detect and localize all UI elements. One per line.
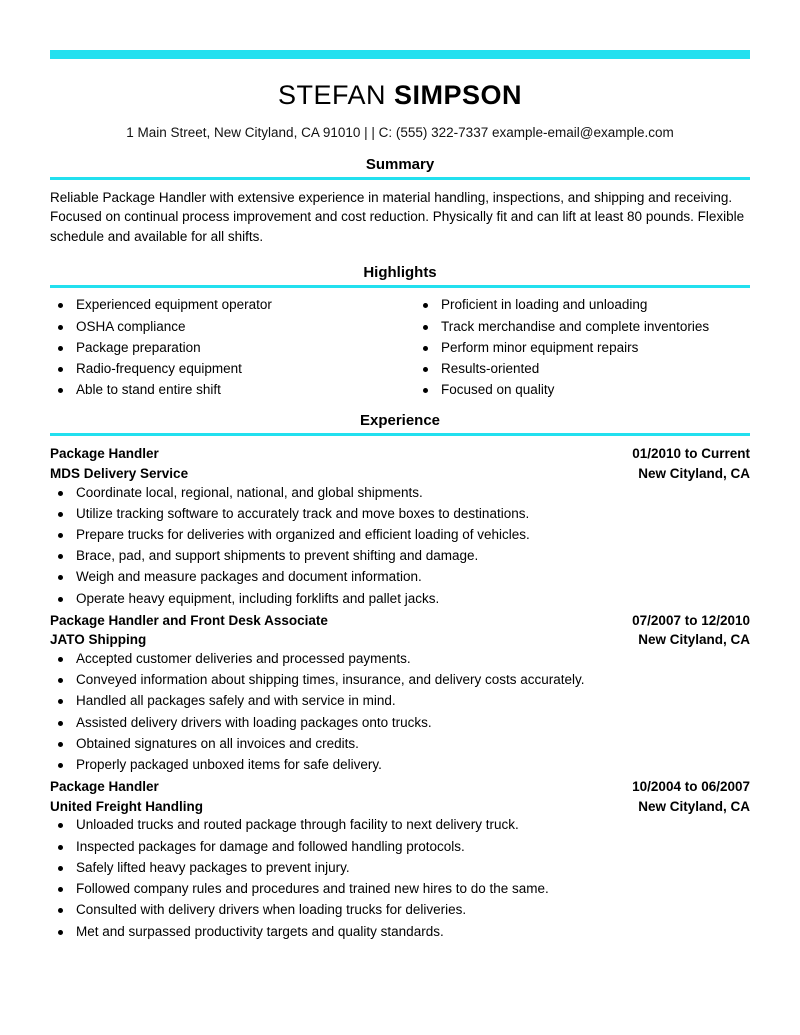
list-item: Weigh and measure packages and document information. (50, 568, 750, 586)
highlights-section (50, 264, 750, 402)
experience-company-row (50, 464, 750, 484)
list-item: Assisted delivery drivers with loading packages onto trucks. (50, 714, 750, 732)
header-accent-bar (50, 50, 750, 59)
list-item: Unloaded trucks and routed package through facility to next delivery truck. (50, 816, 750, 834)
list-item: Prepare trucks for deliveries with organized and efficient loading of vehicles. (50, 526, 750, 544)
list-item: Met and surpassed productivity targets and quality standards. (50, 923, 750, 941)
job-location: New Cityland, CA (638, 798, 750, 814)
list-item: Accepted customer deliveries and processed payments. (50, 650, 750, 668)
job-dates: 10/2004 to 06/2007 (632, 779, 750, 795)
list-item: Package preparation (50, 339, 385, 357)
list-item: Utilize tracking software to accurately track and move boxes to destinations. (50, 505, 750, 523)
candidate-name (50, 81, 750, 111)
highlights-left-column (50, 296, 385, 402)
highlights-right-column (415, 296, 750, 402)
list-item: Inspected packages for damage and followed handling protocols. (50, 838, 750, 856)
list-item: Obtained signatures on all invoices and credits. (50, 735, 750, 753)
list-item: Experienced equipment operator (50, 296, 385, 314)
job-location: New Cityland, CA (638, 632, 750, 648)
experience-entry (50, 444, 750, 607)
experience-entry (50, 777, 750, 940)
list-item: Brace, pad, and support shipments to prevent shifting and damage. (50, 547, 750, 565)
list-item: Safely lifted heavy packages to prevent injury. (50, 859, 750, 877)
last-name: SIMPSON (394, 80, 523, 110)
experience-title-row (50, 611, 750, 631)
experience-company-row (50, 630, 750, 650)
experience-title-row (50, 777, 750, 797)
job-bullets (50, 816, 750, 940)
job-company: JATO Shipping (50, 632, 147, 648)
experience-heading: Experience (359, 412, 441, 430)
first-name: STEFAN (277, 80, 386, 110)
experience-entry (50, 611, 750, 774)
experience-company-row (50, 797, 750, 817)
experience-divider (50, 433, 750, 436)
highlights-right-list (415, 296, 750, 399)
list-item: Handled all packages safely and with service in mind. (50, 692, 750, 710)
job-bullets (50, 484, 750, 608)
job-title: Package Handler (50, 446, 159, 462)
job-company: MDS Delivery Service (50, 466, 189, 482)
job-company: United Freight Handling (50, 798, 203, 814)
job-dates: 07/2007 to 12/2010 (632, 612, 750, 628)
summary-text: Reliable Package Handler with extensive experience in material handling, inspections, and shipping and receiving. Focused on continual process improvement and cost reduction. Physically fit and can lift at least 80 pounds. Flexible schedule and available for all shifts. (50, 189, 745, 244)
list-item: Operate heavy equipment, including forklifts and pallet jacks. (50, 590, 750, 608)
list-item: Perform minor equipment repairs (415, 339, 750, 357)
summary-divider (50, 177, 750, 180)
list-item: Results-oriented (415, 360, 750, 378)
list-item: Focused on quality (415, 381, 750, 399)
list-item: Coordinate local, regional, national, and global shipments. (50, 484, 750, 502)
summary-section (50, 156, 750, 247)
job-bullets (50, 650, 750, 774)
list-item: Properly packaged unboxed items for safe delivery. (50, 756, 750, 774)
experience-title-row (50, 444, 750, 464)
experience-section (50, 412, 750, 940)
list-item: Conveyed information about shipping times, insurance, and delivery costs accurately. (50, 671, 750, 689)
highlights-left-list (50, 296, 385, 399)
contact-line: 1 Main Street, New Cityland, CA 91010 | | C: (555) 322-7337 example-email@example.com (126, 124, 674, 140)
job-dates: 01/2010 to Current (632, 446, 750, 462)
job-title: Package Handler (50, 779, 159, 795)
highlights-heading: Highlights (363, 264, 437, 282)
list-item: Able to stand entire shift (50, 381, 385, 399)
list-item: Radio-frequency equipment (50, 360, 385, 378)
highlights-columns (50, 296, 750, 402)
list-item: OSHA compliance (50, 318, 385, 336)
list-item: Consulted with delivery drivers when loading trucks for deliveries. (50, 901, 750, 919)
list-item: Track merchandise and complete inventories (415, 318, 750, 336)
highlights-divider (50, 285, 750, 288)
list-item: Proficient in loading and unloading (415, 296, 750, 314)
summary-heading: Summary (365, 155, 435, 173)
list-item: Followed company rules and procedures and trained new hires to do the same. (50, 880, 750, 898)
job-location: New Cityland, CA (638, 466, 750, 482)
job-title: Package Handler and Front Desk Associate (50, 612, 328, 628)
